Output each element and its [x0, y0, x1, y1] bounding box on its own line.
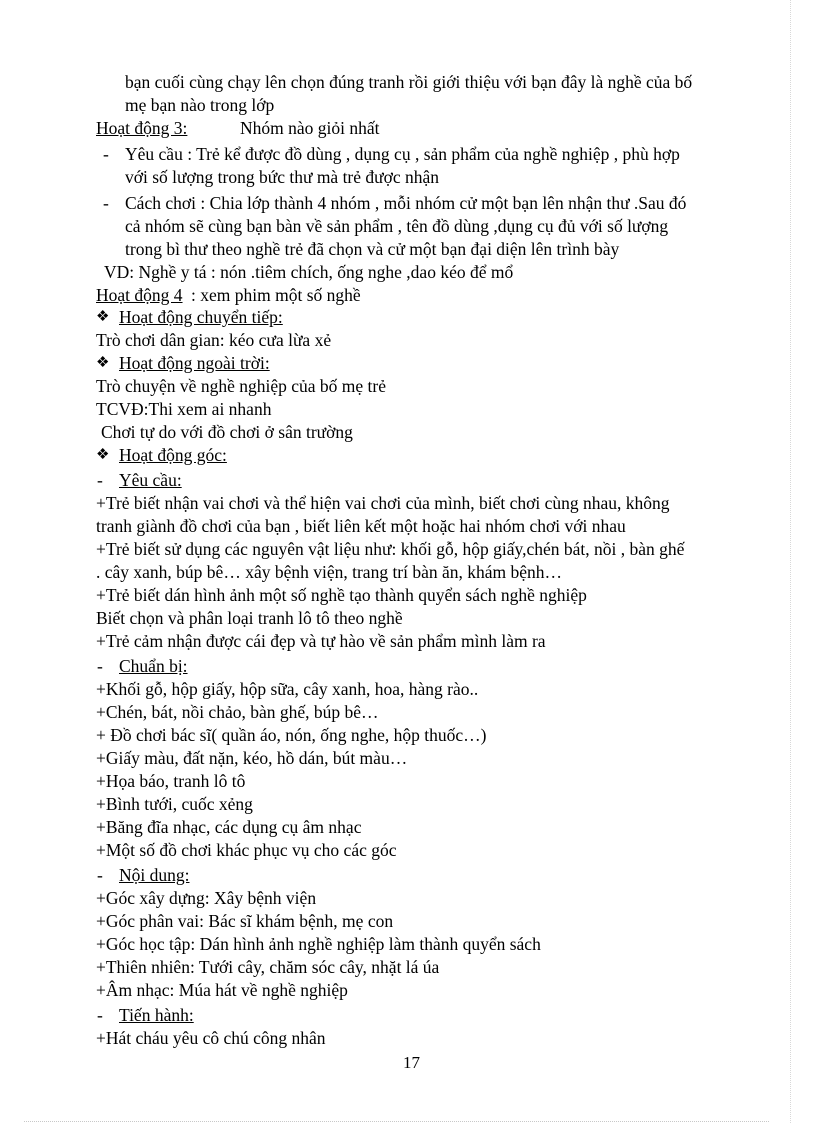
- text-line: tranh giành đồ chơi của bạn , biết liên kết một hoặc hai nhóm chơi với nhau: [96, 516, 626, 536]
- diamond-bullet-icon: ❖: [96, 309, 110, 325]
- text-line: +Trẻ biết sử dụng các nguyên vật liệu như: khối gỗ, hộp giấy,chén bát, nồi , bàn ghế: [96, 539, 685, 559]
- section-heading: Hoạt động chuyển tiếp:: [119, 307, 283, 327]
- text-line: +Khối gỗ, hộp giấy, hộp sữa, cây xanh, hoa, hàng rào..: [96, 679, 479, 699]
- text-line: Nhóm nào giỏi nhất: [240, 118, 380, 138]
- text-line: +Âm nhạc: Múa hát về nghề nghiệp: [96, 980, 348, 1000]
- text-line: với số lượng trong bức thư mà trẻ được nhận: [125, 167, 440, 187]
- text-line: +Hát cháu yêu cô chú công nhân: [96, 1028, 326, 1048]
- text-line: Trò chơi dân gian: kéo cưa lừa xẻ: [96, 330, 332, 350]
- text-line: +Băng đĩa nhạc, các dụng cụ âm nhạc: [96, 817, 362, 837]
- text-line: + Đồ chơi bác sĩ( quần áo, nón, ống nghe, hộp thuốc…): [96, 725, 487, 745]
- text-line: mẹ bạn nào trong lớp: [125, 95, 275, 115]
- text-line: +Góc học tập: Dán hình ảnh nghề nghiệp làm thành quyển sách: [96, 934, 541, 954]
- dash-bullet: -: [97, 865, 103, 885]
- text-line: +Góc phân vai: Bác sĩ khám bệnh, mẹ con: [96, 911, 394, 931]
- text-line: +Thiên nhiên: Tưới cây, chăm sóc cây, nhặt lá úa: [96, 957, 440, 977]
- text-line: Yêu cầu : Trẻ kể được đồ dùng , dụng cụ , sản phẩm của nghề nghiệp , phù hợp: [125, 144, 680, 164]
- text-line: Chơi tự do với đồ chơi ở sân trường: [101, 422, 353, 442]
- text-line: Cách chơi : Chia lớp thành 4 nhóm , mỗi nhóm cử một bạn lên nhận thư .Sau đó: [125, 193, 687, 213]
- text-line: +Một số đồ chơi khác phục vụ cho các góc: [96, 840, 397, 860]
- text-line: VD: Nghề y tá : nón .tiêm chích, ống nghe ,dao kéo để mổ: [104, 262, 514, 282]
- section-heading: Hoạt động ngoài trời:: [119, 353, 270, 373]
- dash-bullet: -: [97, 1005, 103, 1025]
- dash-bullet: -: [103, 193, 109, 213]
- diamond-bullet-icon: ❖: [96, 355, 110, 371]
- subsection-heading: Tiến hành:: [119, 1005, 194, 1025]
- text-line: . cây xanh, búp bê… xây bệnh viện, trang trí bàn ăn, khám bệnh…: [96, 562, 563, 582]
- text-line: Biết chọn và phân loại tranh lô tô theo nghề: [96, 608, 403, 628]
- dash-bullet: -: [97, 470, 103, 490]
- subsection-heading: Chuẩn bị:: [119, 656, 188, 676]
- text-line: +Giấy màu, đất nặn, kéo, hồ dán, bút màu…: [96, 748, 408, 768]
- subsection-heading: Nội dung:: [119, 865, 190, 885]
- diamond-bullet-icon: ❖: [96, 447, 110, 463]
- page-edge-divider: [790, 0, 791, 1123]
- section-heading: Hoạt động 4: [96, 285, 183, 305]
- text-line: Trò chuyện về nghề nghiệp của bố mẹ trẻ: [96, 376, 386, 396]
- dash-bullet: -: [103, 144, 109, 164]
- dash-bullet: -: [97, 656, 103, 676]
- page-bottom-divider: [24, 1121, 769, 1122]
- text-line: +Trẻ cảm nhận được cái đẹp và tự hào về sản phẩm mình làm ra: [96, 631, 546, 651]
- text-line: bạn cuối cùng chạy lên chọn đúng tranh rồi giới thiệu với bạn đây là nghề của bố: [125, 72, 693, 92]
- text-line: +Họa báo, tranh lô tô: [96, 771, 246, 791]
- text-line: cả nhóm sẽ cùng bạn bàn về sản phẩm , tên đồ dùng ,dụng cụ đủ với số lượng: [125, 216, 669, 236]
- page-number: 17: [403, 1053, 420, 1072]
- text-line: +Góc xây dựng: Xây bệnh viện: [96, 888, 317, 908]
- text-line: +Chén, bát, nồi chảo, bàn ghế, búp bê…: [96, 702, 379, 722]
- text-line: trong bì thư theo nghề trẻ đã chọn và cử một bạn đại diện lên trình bày: [125, 239, 620, 259]
- text-line: TCVĐ:Thi xem ai nhanh: [96, 399, 272, 419]
- text-line: +Trẻ biết dán hình ảnh một số nghề tạo thành quyển sách nghề nghiệp: [96, 585, 587, 605]
- subsection-heading: Yêu cầu:: [119, 470, 182, 490]
- text-line: : xem phim một số nghề: [191, 285, 361, 305]
- text-line: +Bình tưới, cuốc xẻng: [96, 794, 253, 814]
- text-line: +Trẻ biết nhận vai chơi và thể hiện vai chơi của mình, biết chơi cùng nhau, không: [96, 493, 670, 513]
- section-heading: Hoạt động góc:: [119, 445, 227, 465]
- section-heading: Hoạt động 3:: [96, 118, 188, 138]
